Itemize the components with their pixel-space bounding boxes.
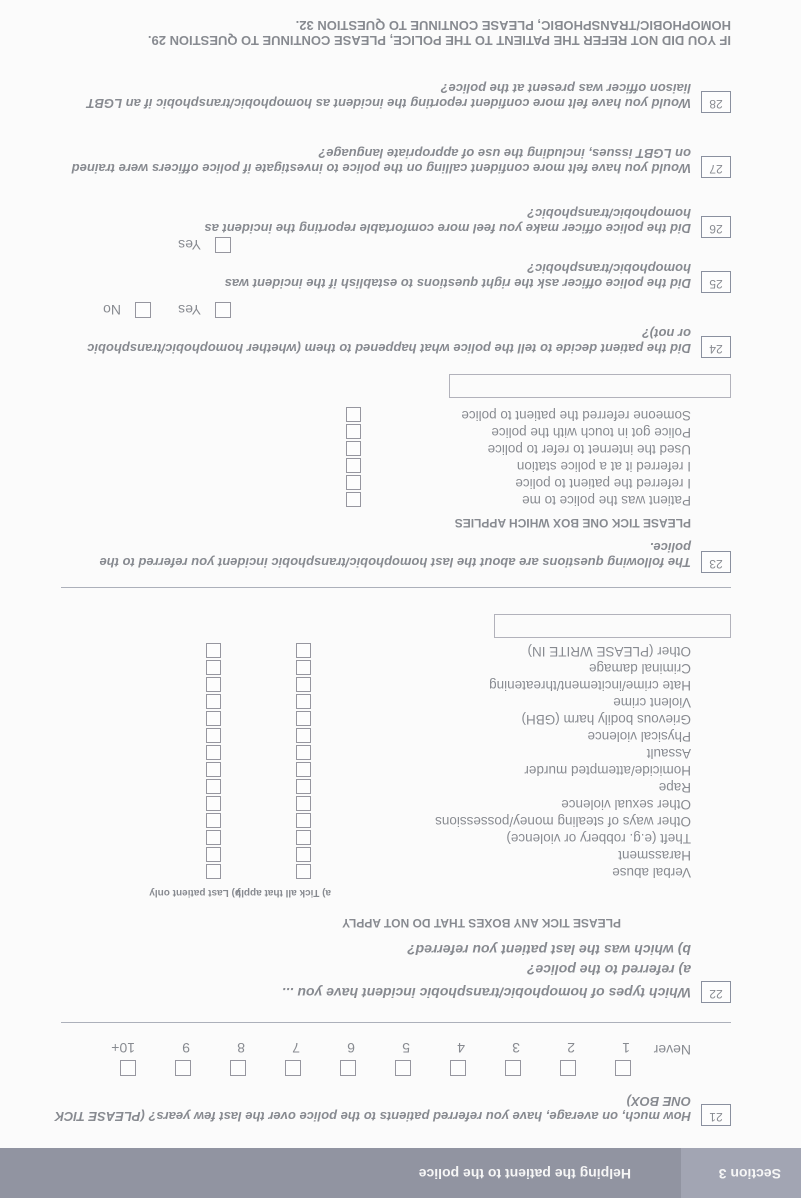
q22-item-label: Hate crime/incitement/threatening	[489, 678, 691, 693]
q22-item-checkbox[interactable]	[206, 677, 221, 692]
q21-scale-value: 1	[622, 1040, 630, 1056]
q21-scale-value: 10+	[111, 1040, 135, 1056]
q21-scale-checkbox[interactable]	[505, 1060, 521, 1076]
q21-scale-value: 2	[567, 1040, 575, 1056]
q22-item-checkbox[interactable]	[206, 830, 221, 845]
q21-scale-checkbox[interactable]	[230, 1060, 246, 1076]
footer-instruction: IF YOU DID NOT REFER THE PATIENT TO THE POLICE, PLEASE CONTINUE TO QUESTION 29. HOMOPHOBIC/TRANSPHOBIC, PLEASE CONTINUE TO QUESTION 32.	[147, 18, 731, 48]
q23-item-label: Someone referred the patient to police	[461, 408, 691, 423]
q22-item-checkbox[interactable]	[206, 813, 221, 828]
q28-number: 28	[701, 91, 731, 113]
q21-scale-value: 9	[182, 1040, 190, 1056]
q21-scale-value: 8	[237, 1040, 245, 1056]
q22-item-checkbox[interactable]	[296, 660, 311, 675]
q22-item-checkbox[interactable]	[296, 745, 311, 760]
q21-scale-checkbox[interactable]	[285, 1060, 301, 1076]
q22-item-checkbox[interactable]	[206, 847, 221, 862]
q22-item-label: Harassment	[618, 848, 691, 863]
section-title: Helping the patient to the police	[418, 1166, 631, 1182]
q22-item-checkbox[interactable]	[296, 847, 311, 862]
q25-yes: Yes	[178, 237, 201, 253]
q23-item-checkbox[interactable]	[346, 424, 361, 439]
q22-b: b) which was the last patient you referred?	[407, 942, 691, 958]
q22-item-label: Other sexual violence	[561, 797, 691, 812]
q27-text: Would you have felt more confident calling on the police to investigate if police officers were trained on LGBT issues, including the use of appropriate language?	[71, 146, 691, 176]
q24-number: 24	[701, 336, 731, 358]
q22-item-checkbox[interactable]	[206, 762, 221, 777]
q24-yes: Yes	[178, 302, 201, 318]
q26-text: Did the police officer make you feel more comfortable reporting the incident as homophobic/transphobic?	[204, 206, 691, 236]
q21-scale-checkbox[interactable]	[120, 1060, 136, 1076]
q22-col1: a) Tick all that apply	[235, 887, 331, 898]
q22-item-checkbox[interactable]	[296, 643, 311, 658]
q24-no-checkbox[interactable]	[135, 302, 151, 318]
q22-number: 22	[701, 981, 731, 1003]
q22-item-label: Other (PLEASE WRITE IN)	[527, 644, 691, 659]
q21-scale-checkbox[interactable]	[615, 1060, 631, 1076]
q22-item-label: Other ways of stealing money/possessions	[435, 814, 691, 829]
q22-item-checkbox[interactable]	[296, 813, 311, 828]
q23-item-label: Police got in touch with the police	[491, 425, 691, 440]
q22-item-checkbox[interactable]	[296, 728, 311, 743]
q22-item-checkbox[interactable]	[296, 694, 311, 709]
q28-text: Would you have felt more confident reporting the incident as homophobic/transphobic if an LGBT liaison officer was present at the police?	[86, 81, 691, 111]
q21-text: How much, on average, have you referred patients to the police over the last few years? (PLEASE TICK ONE BOX)	[54, 1094, 691, 1124]
q21-scale-value: 6	[347, 1040, 355, 1056]
q22-item-checkbox[interactable]	[296, 830, 311, 845]
q27-number: 27	[701, 156, 731, 178]
q23-intro: The following questions are about the last homophobic/transphobic incident you referred to the police.	[99, 540, 691, 570]
q21-scale-value: 3	[512, 1040, 520, 1056]
q22-item-label: Rape	[658, 780, 691, 795]
q23-item-checkbox[interactable]	[346, 441, 361, 456]
q25-yes-checkbox[interactable]	[215, 237, 231, 253]
q22-item-label: Homicide/attempted murder	[524, 763, 691, 778]
q22-item-checkbox[interactable]	[296, 762, 311, 777]
divider	[61, 587, 731, 588]
divider	[61, 1022, 731, 1023]
q22-item-checkbox[interactable]	[206, 796, 221, 811]
q21-scale-checkbox[interactable]	[560, 1060, 576, 1076]
q22-item-label: Physical violence	[587, 729, 691, 744]
q21-scale-value: 7	[292, 1040, 300, 1056]
q22-item-checkbox[interactable]	[296, 677, 311, 692]
q21-number: 21	[701, 1104, 731, 1126]
q22-item-checkbox[interactable]	[296, 796, 311, 811]
q21-scale-checkbox[interactable]	[175, 1060, 191, 1076]
q22-item-label: Assault	[646, 746, 691, 761]
q22-col2: b) Last patient only	[149, 887, 241, 898]
q23-item-label: I referred the patient to police	[515, 476, 691, 491]
q23-item-checkbox[interactable]	[346, 458, 361, 473]
q22-item-checkbox[interactable]	[206, 779, 221, 794]
q22-item-checkbox[interactable]	[206, 745, 221, 760]
q22-item-checkbox[interactable]	[296, 864, 311, 879]
q22-item-label: Criminal damage	[588, 661, 691, 676]
q25-text: Did the police officer ask the right questions to establish if the incident was homophobic/transphobic?	[224, 261, 691, 291]
q22-a: a) referred to the police?	[526, 962, 691, 978]
q22-item-checkbox[interactable]	[206, 643, 221, 658]
q22-intro: Which types of homophobic/transphobic incident have you ...	[281, 985, 691, 1001]
q21-scale-checkbox[interactable]	[340, 1060, 356, 1076]
q21-scale-checkbox[interactable]	[395, 1060, 411, 1076]
q24-yes-checkbox[interactable]	[215, 302, 231, 318]
q23-item-label: Patient was the police to me	[522, 493, 691, 508]
q22-item-checkbox[interactable]	[206, 728, 221, 743]
q23-other-write-in[interactable]	[449, 374, 731, 398]
section-banner	[0, 1148, 801, 1198]
q22-other-write-in[interactable]	[494, 614, 731, 638]
q22-item-checkbox[interactable]	[296, 779, 311, 794]
q23-heading: PLEASE TICK ONE BOX WHICH APPLIES	[454, 516, 691, 530]
q23-item-label: I referred it at a police station	[516, 459, 691, 474]
q22-item-label: Grievous bodily harm (GBH)	[521, 712, 691, 727]
q22-item-label: Verbal abuse	[612, 865, 691, 880]
q22-item-label: Theft (e.g. robbery or violence)	[506, 831, 691, 846]
q23-item-checkbox[interactable]	[346, 475, 361, 490]
q22-item-checkbox[interactable]	[206, 694, 221, 709]
section-label: Section 3	[718, 1166, 781, 1182]
q21-scale-label: Never	[653, 1042, 691, 1058]
q22-item-label: Violent crime	[613, 695, 691, 710]
q23-number: 23	[701, 551, 731, 573]
q22-item-checkbox[interactable]	[206, 660, 221, 675]
q23-item-label: Used the internet to refer to police	[487, 442, 691, 457]
q21-scale-value: 4	[457, 1040, 465, 1056]
q24-no: No	[103, 302, 121, 318]
q22-heading: PLEASE TICK ANY BOXES THAT DO NOT APPLY	[342, 916, 621, 930]
q21-scale-checkbox[interactable]	[450, 1060, 466, 1076]
q21-scale-value: 5	[402, 1040, 410, 1056]
q23-item-checkbox[interactable]	[346, 492, 361, 507]
q26-number: 26	[701, 216, 731, 238]
q25-number: 25	[701, 271, 731, 293]
q24-text: Did the patient decide to tell the police what happened to them (whether homophobic/transphobic or not)?	[87, 326, 691, 356]
q22-item-checkbox[interactable]	[296, 711, 311, 726]
q23-item-checkbox[interactable]	[346, 407, 361, 422]
q22-item-checkbox[interactable]	[206, 864, 221, 879]
q22-item-checkbox[interactable]	[206, 711, 221, 726]
